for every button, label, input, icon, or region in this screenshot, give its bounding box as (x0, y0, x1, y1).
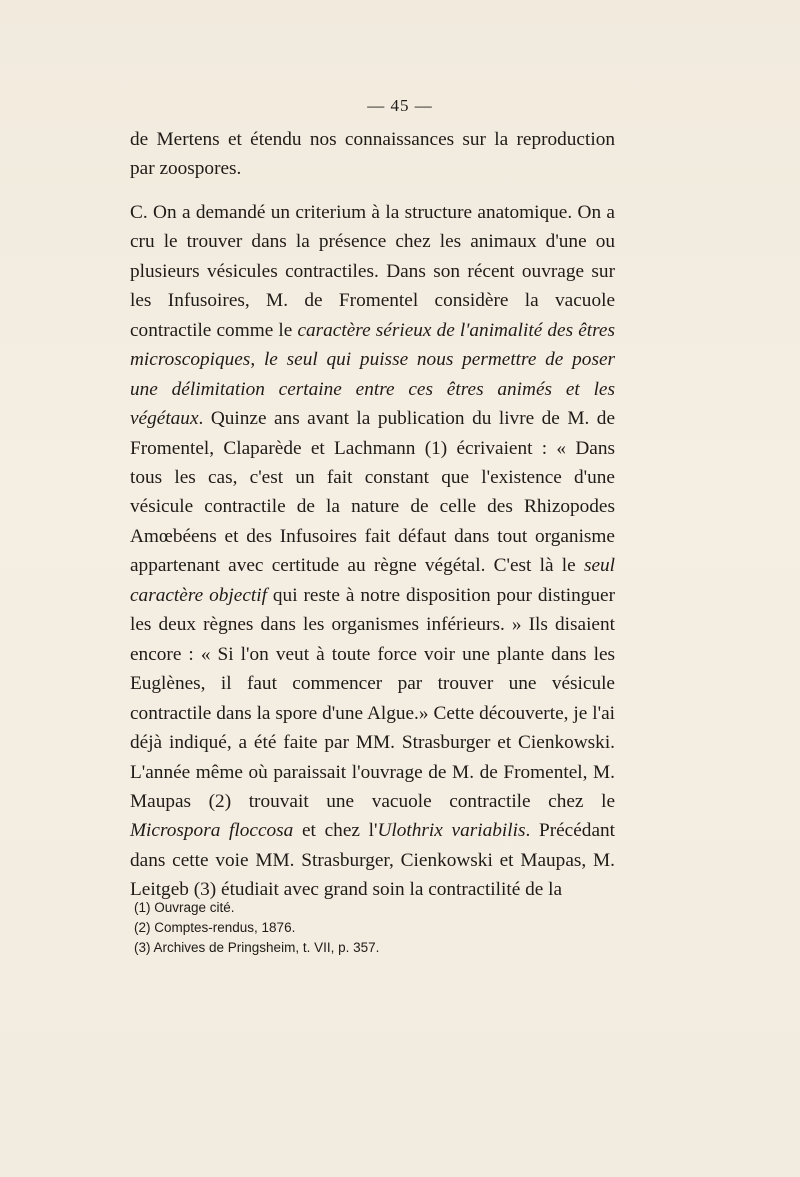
footnote-2: (2) Comptes-rendus, 1876. (134, 920, 296, 935)
italic-run: le seul qui puisse nous permettre de poser une délimitation certaine entre ces êtres animés et les végétaux (130, 349, 616, 430)
text-run: . Précédant dans cette voie MM. Strasburger, Cienkowski et Maupas, M. Leitgeb (3) étudiait avec grand soin la contractilité de la (130, 820, 615, 901)
text-run: C. On a demandé un criterium à la structure anatomique. On a cru le trouver dans la présence chez les animaux d'une ou plusieurs vésicules contractiles. Dans son récent ouvrage sur les Infusoires, M. de Fromentel considère la vacuole contractile comme le (130, 201, 615, 341)
italic-run: seul caractère objectif (130, 555, 615, 606)
text-run: . Quinze ans avant la publication du livre de M. de Fromentel, Claparède et Lachmann (1) écrivaient : « Dans tous les cas, c'est un fait constant que l'existence d'une vésicule contractile de la nature de celle des Rhizopodes Amœbéens et des Infusoires fait défaut dans tout organisme appartenant avec certitude au règne végétal. C'est là le (130, 408, 615, 577)
footnote-3: (3) Archives de Pringsheim, t. VII, p. 357. (134, 940, 380, 955)
italic-run: caractère sérieux de l'animalité des êtres microscopiques (130, 319, 615, 371)
footnote-1: (1) Ouvrage cité. (134, 900, 235, 915)
italic-run: Ulothrix variabilis (377, 820, 526, 842)
footnotes (134, 898, 614, 958)
italic-run: Microspora floccosa (130, 820, 294, 842)
text-run: , (250, 349, 264, 371)
body-text (130, 125, 615, 905)
text-run: qui reste à notre disposition pour distinguer les deux règnes dans les organismes inférieurs. » Ils disaient encore : « Si l'on veut à toute force voir une plante dans les Euglènes, il faut commencer par trouver une vésicule contractile dans la spore d'une Algue.» Cette découverte, je l'ai déjà indiqué, a été faite par MM. Strasburger et Cienkowski. L'année même où paraissait l'ouvrage de M. de Fromentel, M. Maupas (2) trouvait une vacuole contractile chez le (130, 584, 615, 812)
paragraph-c (130, 198, 615, 905)
page-number: — 45 — (367, 96, 433, 115)
text-run: et chez l' (293, 820, 378, 842)
paragraph-continuation: de Mertens et étendu nos connaissances sur la reproduction par zoospores. (130, 129, 615, 180)
